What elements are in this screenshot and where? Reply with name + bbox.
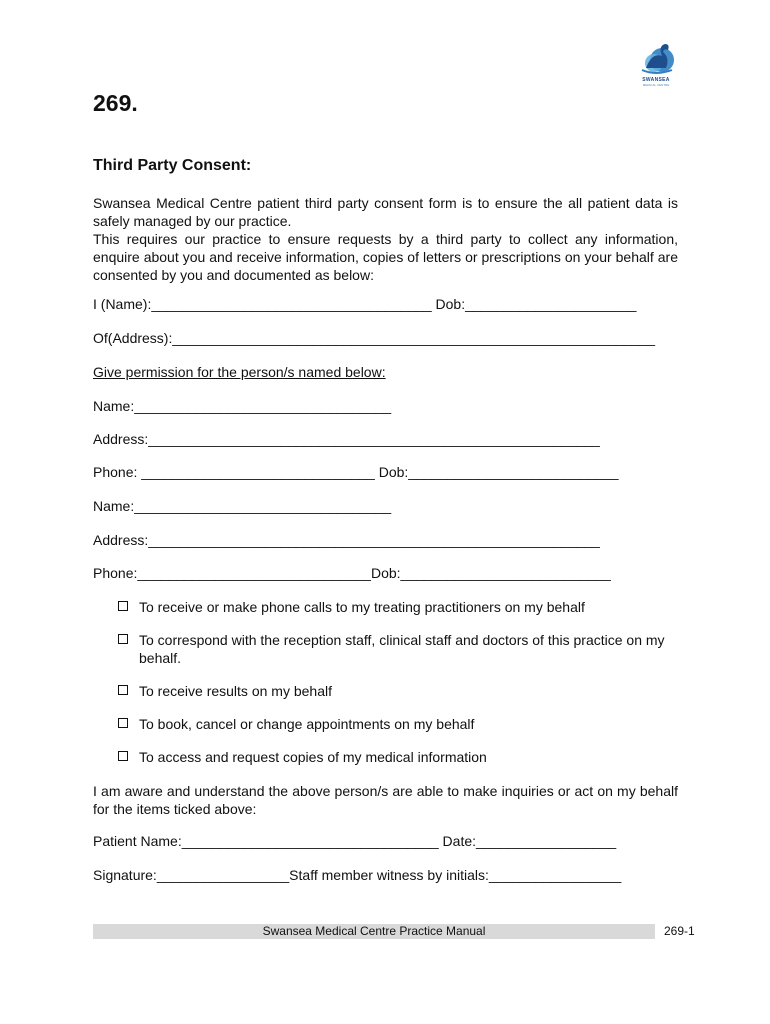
person2-phone-dob-field[interactable]: Phone:______________________________Dob:___________________________ bbox=[93, 565, 611, 581]
permission-checkbox[interactable] bbox=[118, 685, 128, 695]
permission-item bbox=[118, 682, 678, 700]
permission-label: To access and request copies of my medical information bbox=[139, 749, 487, 765]
intro-paragraph-1: Swansea Medical Centre patient third party consent form is to ensure the all patient data is safely managed by our practice. bbox=[93, 195, 678, 229]
patient-address-field[interactable]: Of(Address):______________________________________________________________ bbox=[93, 330, 656, 346]
permission-checkbox[interactable] bbox=[118, 718, 128, 728]
intro-paragraph-2: This requires our practice to ensure requests by a third party to collect any information, enquire about you and receive information, copies of letters or prescriptions on your behalf are consented by you and documented as below: bbox=[93, 231, 678, 283]
permission-checkbox[interactable] bbox=[118, 634, 128, 644]
patient-name-dob-field[interactable]: I (Name):____________________________________ Dob:______________________ bbox=[93, 296, 637, 312]
permission-label: To book, cancel or change appointments on my behalf bbox=[139, 716, 475, 732]
practice-logo bbox=[632, 38, 680, 88]
person2-name-field[interactable]: Name:_________________________________ bbox=[93, 498, 392, 514]
permission-item bbox=[118, 715, 678, 733]
give-permission-heading: Give permission for the person/s named below: bbox=[93, 364, 386, 380]
permission-item bbox=[118, 631, 678, 667]
logo-text: SWANSEA bbox=[642, 77, 670, 83]
signature-witness-field[interactable]: Signature:_________________Staff member witness by initials:_________________ bbox=[93, 867, 622, 883]
person2-address-field[interactable]: Address:__________________________________________________________ bbox=[93, 532, 600, 548]
permission-checkbox[interactable] bbox=[118, 751, 128, 761]
permission-item bbox=[118, 598, 678, 616]
document-number: 269. bbox=[93, 90, 138, 116]
logo-subtext: MEDICAL CENTRE bbox=[642, 83, 670, 87]
awareness-statement: I am aware and understand the above person/s are able to make inquiries or act on my behalf for the items ticked above: bbox=[93, 783, 678, 817]
intro-text bbox=[93, 194, 678, 284]
page-number: 269-1 bbox=[664, 924, 695, 938]
permission-label: To receive or make phone calls to my treating practitioners on my behalf bbox=[139, 599, 585, 615]
swan-icon bbox=[632, 38, 680, 78]
person1-name-field[interactable]: Name:_________________________________ bbox=[93, 398, 392, 414]
person1-phone-dob-field[interactable]: Phone: ______________________________ Dob:___________________________ bbox=[93, 464, 619, 480]
section-title: Third Party Consent: bbox=[93, 157, 252, 174]
permission-item bbox=[118, 748, 678, 766]
footer-bar bbox=[93, 924, 655, 939]
permission-checkbox[interactable] bbox=[118, 601, 128, 611]
patient-name-date-field[interactable]: Patient Name:_________________________________ Date:__________________ bbox=[93, 833, 617, 849]
footer-title: Swansea Medical Centre Practice Manual bbox=[262, 924, 486, 938]
person1-address-field[interactable]: Address:__________________________________________________________ bbox=[93, 431, 600, 447]
permission-label: To receive results on my behalf bbox=[139, 683, 332, 699]
permission-label: To correspond with the reception staff, clinical staff and doctors of this practice on my behalf. bbox=[139, 632, 665, 666]
